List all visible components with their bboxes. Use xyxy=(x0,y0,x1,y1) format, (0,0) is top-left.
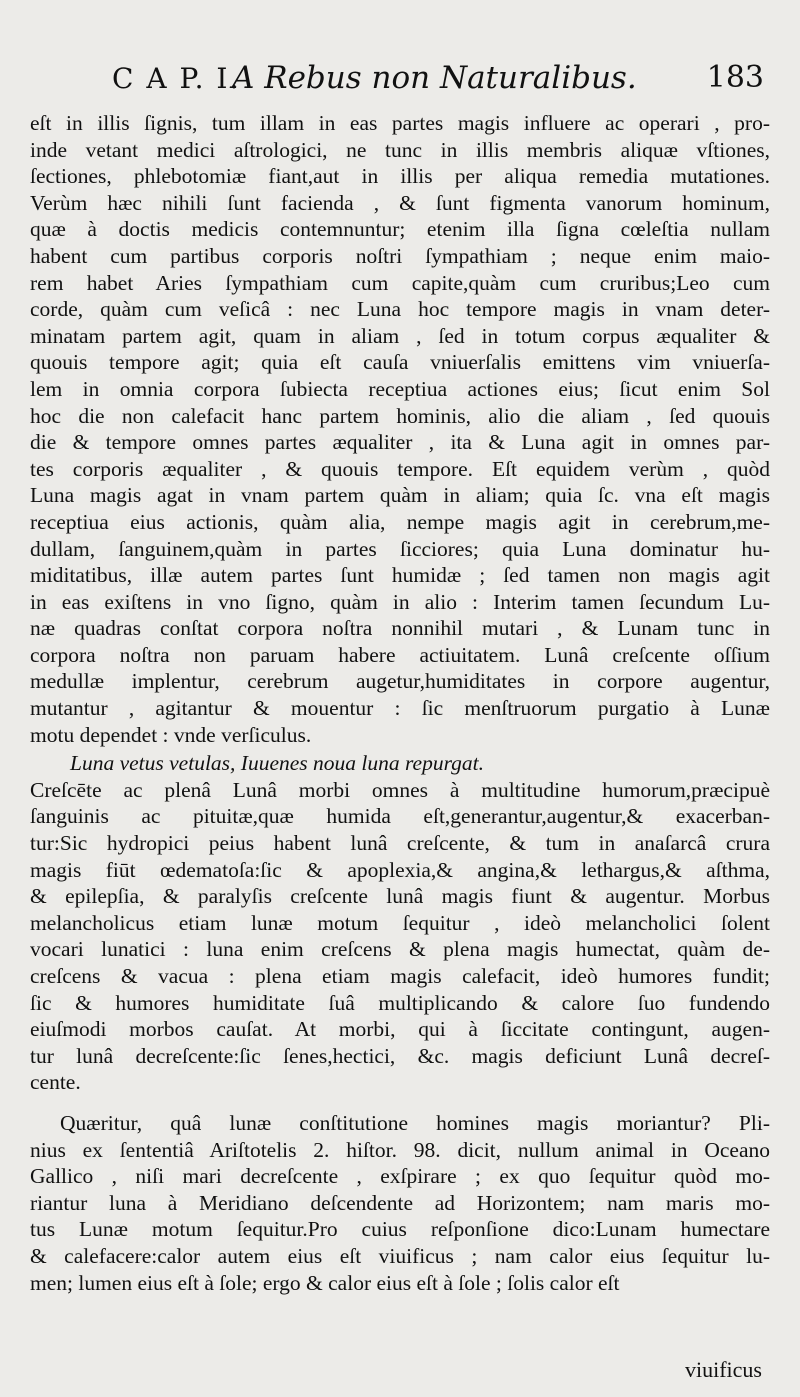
text-line: minatam partem agit, quam in aliam , ſed in totum corpus æqualiter & xyxy=(30,323,770,348)
text-line: medullæ implentur, cerebrum augetur,humiditates in corpore augentur, xyxy=(30,669,770,694)
text-line: receptiua eius actionis, quàm alia, nempe magis agit in cerebrum,me- xyxy=(30,509,770,534)
text-line: die & tempore omnes partes æqualiter , ita & Luna agit in omnes par- xyxy=(30,430,770,455)
text-line: men; lumen eius eſt à ſole; ergo & calor eius eſt à ſole ; ſolis calor eſt xyxy=(30,1270,620,1295)
text-line: lem in omnia corpora ſubiecta receptiua actiones eius; ſicut enim Sol xyxy=(30,376,770,401)
text-body xyxy=(30,110,770,1296)
text-line: miditatibus, illæ autem partes ſunt humidæ ; ſed tamen non magis agit xyxy=(30,563,770,588)
text-line: Luna magis agat in vnam partem quàm in aliam; quia ſc. vna eſt magis xyxy=(30,483,770,508)
text-line: cente. xyxy=(30,1070,81,1095)
text-line: creſcens & vacua : plena etiam magis calefacit, ideò humores fundit; xyxy=(30,964,770,988)
paragraph-2 xyxy=(30,777,770,1096)
text-line: ſic & humores humiditate ſuâ multiplicando & calore ſuo fundendo xyxy=(30,990,770,1015)
chapter-label: C A P. I. xyxy=(112,62,241,95)
text-line: inde vetant medici aſtrologici, ne tunc in illis membris aliquæ vſtiones, xyxy=(30,137,770,162)
text-line: quouis tempore agit; quia eſt cauſa vniuerſalis emittens vim vniuerſa- xyxy=(30,350,770,375)
text-line: tus Lunæ motum ſequitur.Pro cuius reſponſione dico:Lunam humectare xyxy=(30,1217,770,1242)
text-line: motu dependet : vnde verſiculus. xyxy=(30,722,312,747)
text-line: tur:Sic hydropici peius habent lunâ creſcente, & tum in anaſarcâ crura xyxy=(30,831,770,856)
text-line: nius ex ſententiâ Ariſtotelis 2. hiſtor. 98. dicit, nullum animal in Oceano xyxy=(30,1137,770,1162)
text-line: næ quadras conſtat corpora noſtra nonnihil mutari , & Lunam tunc in xyxy=(30,616,770,641)
text-line: corpora noſtra non paruam habere actiuitatem. Lunâ creſcente oſſium xyxy=(30,642,770,667)
text-line: hoc die non calefacit hanc partem hominis, alio die aliam , ſed quouis xyxy=(30,403,770,428)
text-line: riantur luna à Meridiano deſcendente ad Horizontem; nam maris mo- xyxy=(30,1190,770,1215)
page-title: A Rebus non Naturalibus. xyxy=(232,60,637,96)
text-line: rem habet Aries ſympathiam cum capite,quàm cum cruribus;Leo cum xyxy=(30,270,770,295)
text-line: tes corporis æqualiter , & quouis tempore. Eſt equidem verùm , quòd xyxy=(30,456,770,481)
paragraph-3 xyxy=(30,1110,770,1296)
paragraph-1 xyxy=(30,110,770,748)
text-line: in eas exiſtens in vno ſigno, quàm in alio : Interim tamen ſecundum Lu- xyxy=(30,589,770,614)
text-line: corde, quàm cum veſicâ : nec Luna hoc tempore magis in vnam deter- xyxy=(30,297,770,322)
text-line: & epilepſia, & paralyſis creſcente lunâ magis fiunt & augentur. Morbus xyxy=(30,884,770,909)
text-line: Gallico , niſi mari decreſcente , exſpirare ; ex quo ſequitur quòd mo- xyxy=(30,1164,770,1189)
text-line: Quæritur, quâ lunæ conſtitutione homines magis moriantur? Pli- xyxy=(60,1110,770,1135)
text-line: Verùm hæc nihili ſunt facienda , & ſunt figmenta vanorum hominum, xyxy=(30,190,770,215)
catchword: viuificus xyxy=(685,1357,762,1382)
text-line: melancholicus etiam lunæ motum ſequitur , ideò melancholici ſolent xyxy=(30,910,770,935)
text-line: & calefacere:calor autem eius eſt viuificus ; nam calor eius ſequitur lu- xyxy=(30,1243,770,1268)
text-line: habent cum partibus corporis noſtri ſympathiam ; neque enim maio- xyxy=(30,243,770,268)
running-header xyxy=(112,58,764,102)
text-line: magis fiūt œdematoſa:ſic & apoplexia,& angina,& lethargus,& aſthma, xyxy=(30,857,770,882)
text-line: eiuſmodi morbos cauſat. At morbi, qui à ſiccitate contingunt, augen- xyxy=(30,1017,770,1042)
text-line: quæ à doctis medicis contemnuntur; etenim illa ſigna cœleſtia nullam xyxy=(30,217,770,242)
page-number: 183 xyxy=(706,60,764,95)
verse-line: Luna vetus vetulas, Iuuenes noua luna repurgat. xyxy=(70,751,485,776)
text-line: Creſcēte ac plenâ Lunâ morbi omnes à multitudine humorum,præcipuè xyxy=(30,777,770,802)
text-line: vocari lunatici : luna enim creſcens & plena magis humectat, quàm de- xyxy=(30,937,770,962)
text-line: ſectiones, phlebotomiæ fiant,aut in illis per aliqua remedia mutationes. xyxy=(30,164,770,189)
text-line: dullam, ſanguinem,quàm in partes ſicciores; quia Luna dominatur hu- xyxy=(30,536,770,561)
text-line: eſt in illis ſignis, tum illam in eas partes magis influere ac operari , pro- xyxy=(30,111,770,135)
text-line: mutantur , agitantur & mouentur : ſic menſtruorum purgatio à Lunæ xyxy=(30,696,770,721)
text-line: ſanguinis ac pituitæ,quæ humida eſt,generantur,augentur,& exacerban- xyxy=(30,804,770,829)
text-line: tur lunâ decreſcente:ſic ſenes,hectici, &c. magis deficiunt Lunâ decreſ- xyxy=(30,1043,770,1068)
